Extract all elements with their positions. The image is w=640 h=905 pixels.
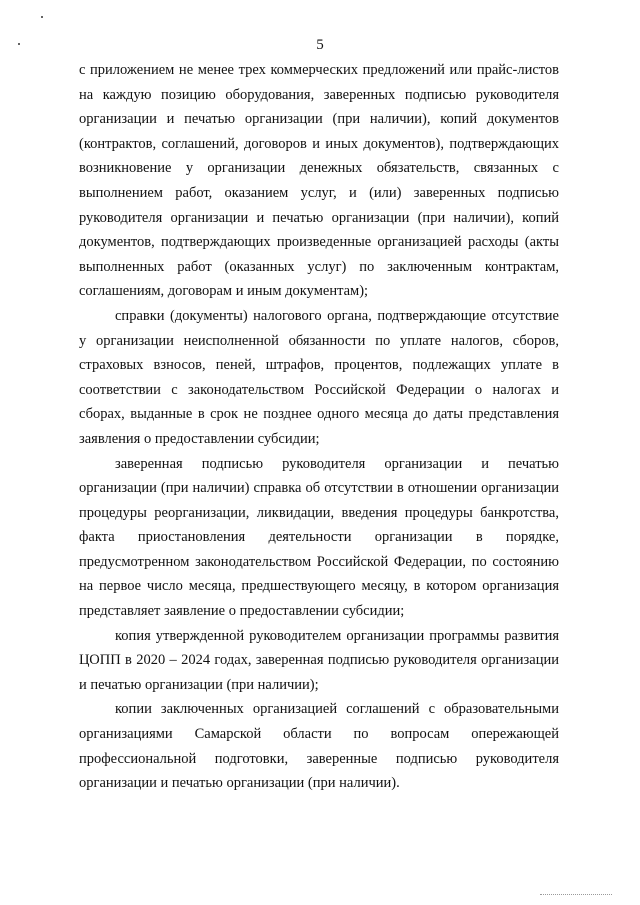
scan-speck xyxy=(41,16,43,18)
paragraph: с приложением не менее трех коммерческих предложений или прайс-листов на каждую позицию оборудования, заверенных подписью руководителя организации и печатью организации (при наличии), копий документов (контрактов, соглашений, договоров и иных документов), подтверждающих возникновение у организации денежных обязательств, связанных с выполнением работ, оказанием услуг, и (или) заверенных подписью руководителя организации и печатью организации (при наличии), копий документов, подтверждающих произведенные организацией расходы (акты выполненных работ (оказанных услуг) по заключенным контрактам, соглашениям, договорам и иным документам); xyxy=(79,62,559,300)
paragraph: справки (документы) налогового органа, подтверждающие отсутствие у организации неисполненной обязанности по уплате налогов, сборов, страховых взносов, пеней, штрафов, процентов, подлежащих уплате в соответствии с законодательством Российской Федерации о налогах и сборах, выданные в срок не позднее одного месяца до даты представления заявления о предоставлении субсидии; xyxy=(79,307,559,447)
paragraph: копии заключенных организацией соглашений с образовательными организациями Самарской области по вопросам опережающей профессиональной подготовки, заверенные подписью руководителя организации и печатью организации (при наличии). xyxy=(79,701,559,792)
scan-edge-mark xyxy=(540,894,612,895)
page-number: 5 xyxy=(316,37,324,53)
paragraph: заверенная подписью руководителя организации и печатью организации (при наличии) справка об отсутствии в отношении организации процедуры реорганизации, ликвидации, введения процедуры банкротства, факта приостановления деятельности организации в порядке, предусмотренном законодательством Российской Федерации, по состоянию на первое число месяца, предшествующего месяцу, в котором организация представляет заявление о предоставлении субсидии; xyxy=(79,455,559,620)
paragraph: копия утвержденной руководителем организации программы развития ЦОПП в 2020 – 2024 годах, заверенная подписью руководителя организации и печатью организации (при наличии); xyxy=(79,627,559,693)
document-body xyxy=(79,58,559,796)
